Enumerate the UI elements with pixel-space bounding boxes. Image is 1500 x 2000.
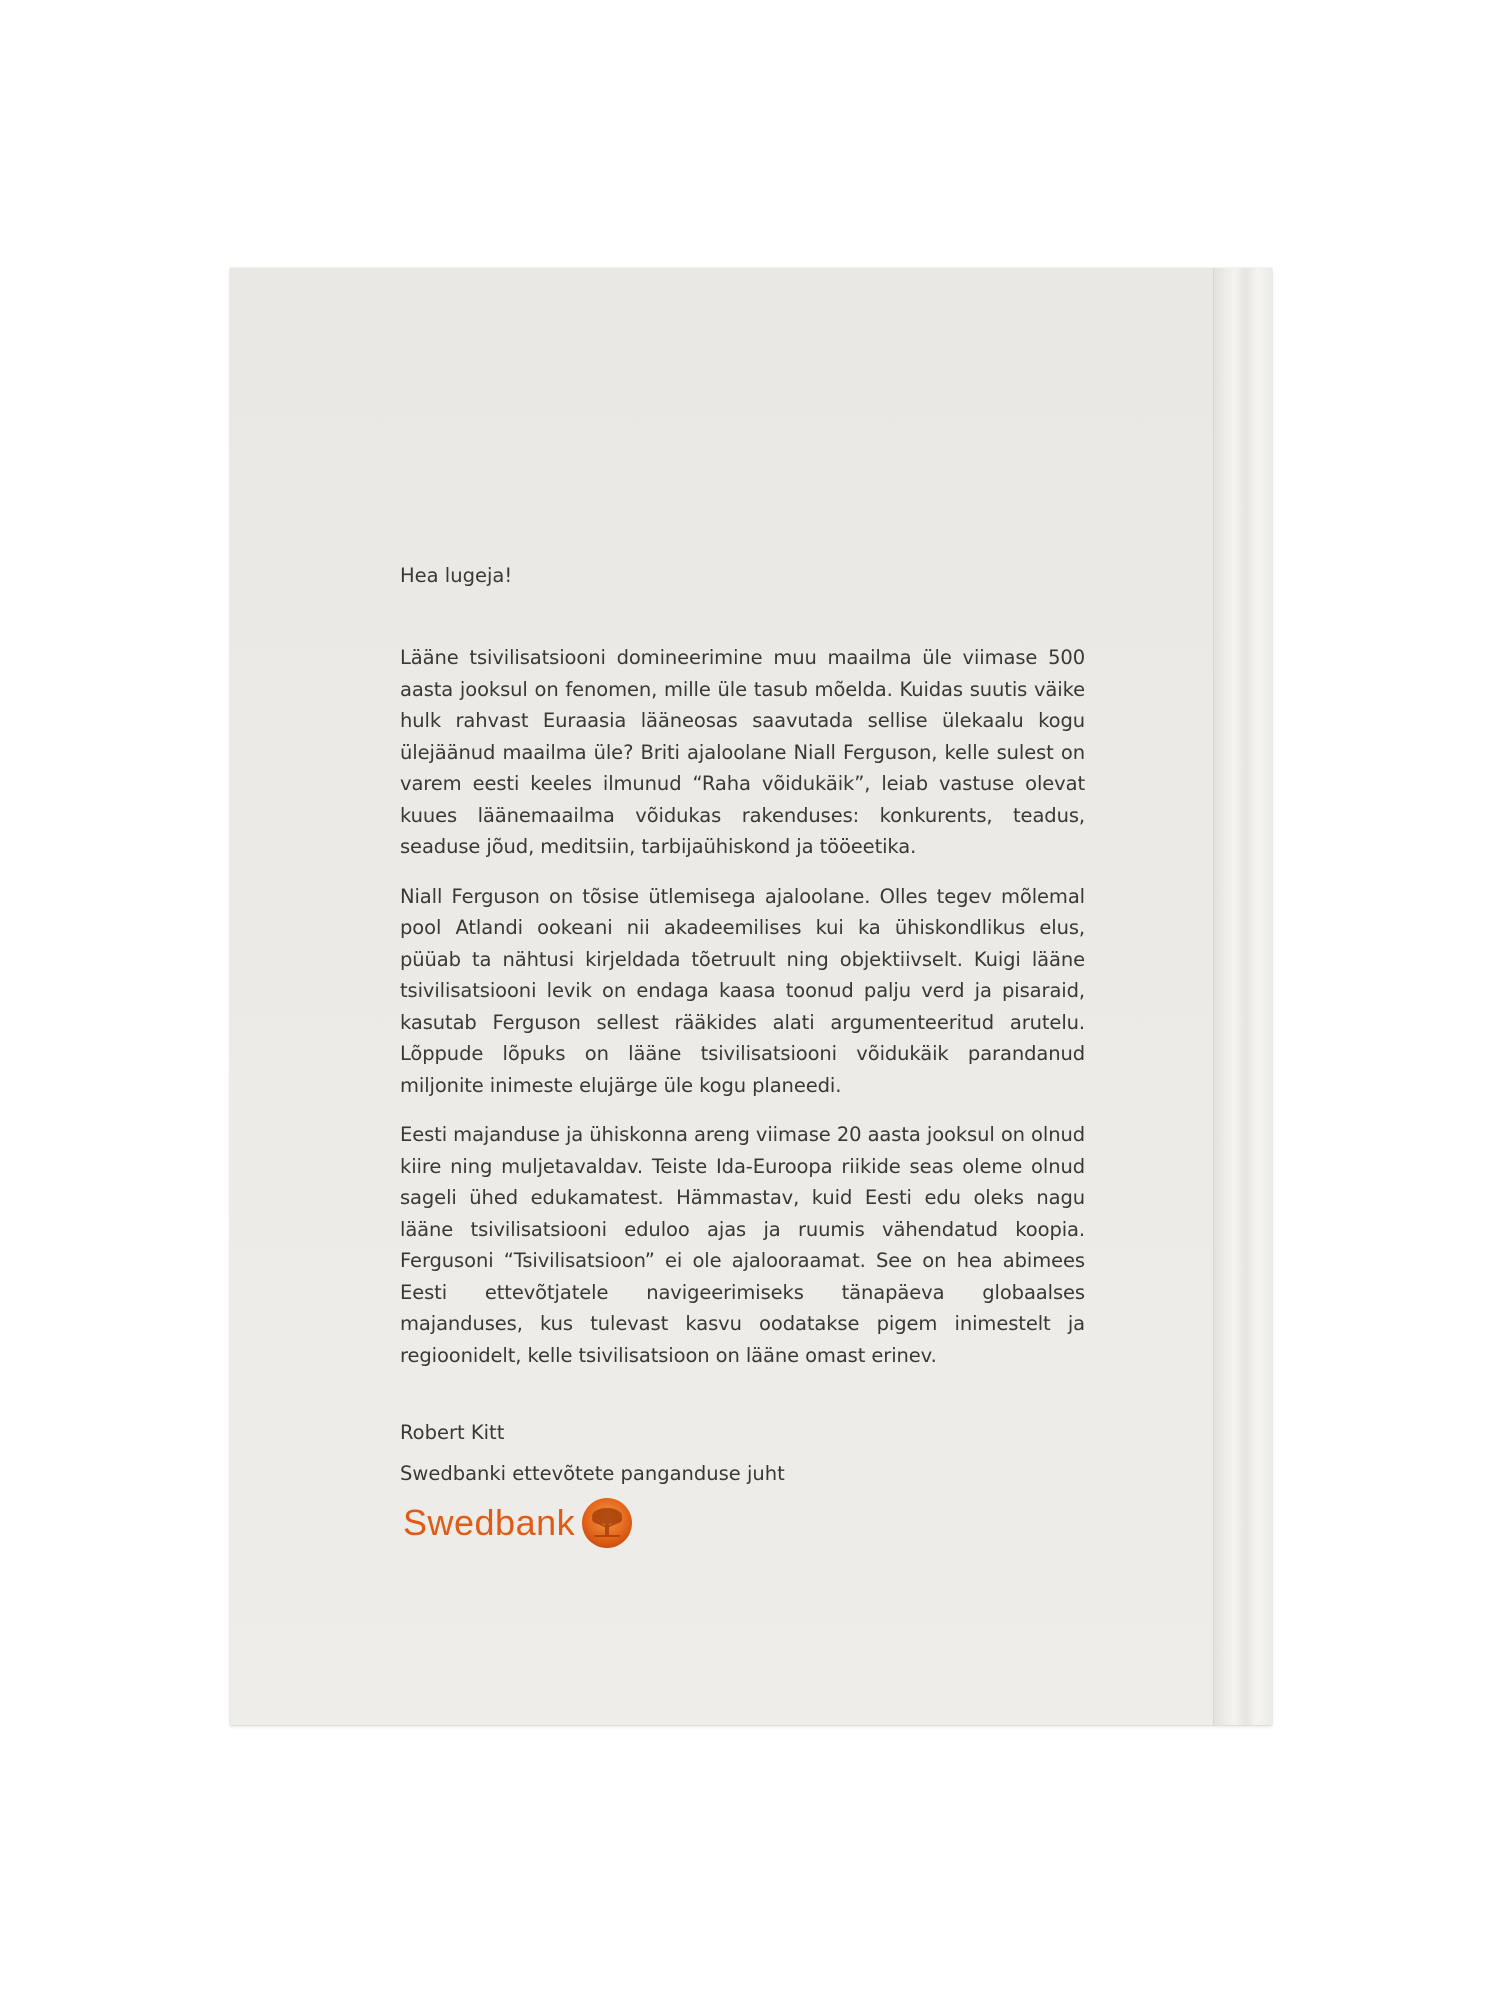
letter-signature: Robert Kitt bbox=[400, 1421, 505, 1444]
letter bbox=[400, 564, 1085, 1485]
letter-paragraph-2: Niall Ferguson on tõsise ütlemisega ajaloolane. Olles tegev mõlemal pool Atlandi ookeani nii akadeemilises kui ka ühiskondlikus elus, püüab ta nähtusi kirjeldada tõetruult ning objektiivselt. Kuigi lääne tsivilisatsiooni levik on endaga kaasa toonud palju verd ja pisaraid, kasutab Ferguson sellest rääkides alati argumenteeritud arutelu. Lõppude lõpuks on lääne tsivilisatsiooni võidukäik parandanud miljonite inimeste elujärge üle kogu planeedi. bbox=[400, 884, 1085, 1097]
letter-paragraph-3: Eesti majanduse ja ühiskonna areng viimase 20 aasta jooksul on olnud kiire ning muljetavaldav. Teiste Ida-Euroopa riikide seas oleme olnud sageli ühed edukamatest. Hämmastav, kuid Eesti edu oleks nagu lääne tsivilisatsiooni eduloo ajas ja ruumis vähendatud koopia. Fergusoni “Tsivilisatsioon” ei ole ajalooraamat. See on hea abimees Eesti ettevõtjatele navigeerimiseks tänapäeva globaalses majanduses, kus tulevast kasvu oodatakse pigem inimestelt ja regioonidelt, kelle tsivilisatsioon on lääne omast erinev. bbox=[400, 1123, 1085, 1367]
book-back-cover bbox=[230, 268, 1272, 1725]
letter-paragraph-1: Lääne tsivilisatsiooni domineerimine muu maailma üle viimase 500 aasta jooksul on fenomen, mille üle tasub mõelda. Kuidas suutis väike hulk rahvast Euraasia lääneosas saavutada sellise ülekaalu kogu ülejäänud maailma üle? Briti ajaloolane Niall Ferguson, kelle sulest on varem eesti keeles ilmunud “Raha võidukäik”, leiab vastuse olevat kuues läänemaailma võidukas rakenduses: konkurents, teadus, seaduse jõud, meditsiin, tarbijaühiskond ja tööeetika. bbox=[400, 646, 1085, 858]
book-spine-hinge bbox=[1213, 268, 1272, 1725]
letter-greeting: Hea lugeja! bbox=[400, 564, 513, 587]
swedbank-logo-text: Swedbank bbox=[403, 1502, 576, 1543]
letter-author-role: Swedbanki ettevõtete panganduse juht bbox=[400, 1462, 785, 1485]
oak-tree-icon bbox=[581, 1497, 633, 1549]
swedbank-logo bbox=[403, 1497, 633, 1549]
